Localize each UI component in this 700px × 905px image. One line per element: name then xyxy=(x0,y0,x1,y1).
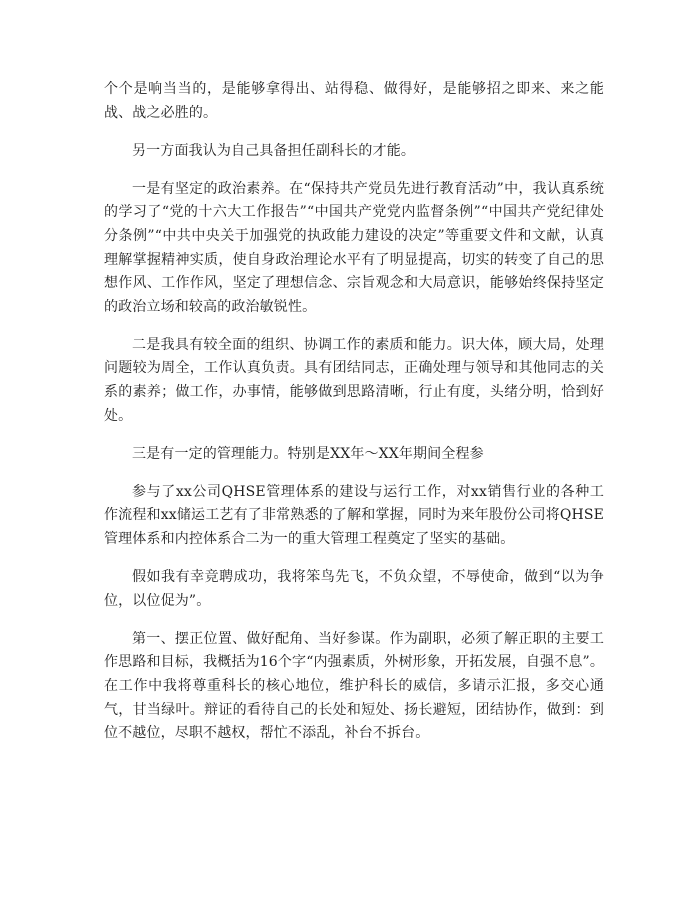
document-body xyxy=(104,78,604,760)
paragraph-management-ability: 三是有一定的管理能力。特别是XX年～XX年期间全程参 xyxy=(132,445,484,462)
paragraph-political-quality: 一是有坚定的政治素养。在“保持共产党员先进行教育活动”中，我认真系统的学习了“党的十六大工作报告”“中国共产党党内监督条例”“中国共产党纪律处分条例”“中共中央关于加强党的执政能力建设的决定”等重要文件和文献，认真理解掌握精神实质，使自身政治理论水平有了明显提高，切实的转变了自己的思想作风、工作作风，坚定了理想信念、宗旨观念和大局意识，能够始终保持坚定的政治立场和较高的政治敏锐性。 xyxy=(104,180,604,315)
paragraph-intro-ability: 另一方面我认为自己具备担任副科长的才能。 xyxy=(132,142,415,159)
paragraph-continuation: 个个是响当当的，是能够拿得出、站得稳、做得好，是能够招之即来、来之能战、战之必胜的。 xyxy=(104,81,604,121)
paragraph-if-successful: 假如我有幸竞聘成功，我将笨鸟先飞，不负众望，不辱使命，做到“以为争位，以位促为”。 xyxy=(104,569,604,609)
paragraph-first-point: 第一、摆正位置、做好配角、当好参谋。作为副职，必须了解正职的主要工作思路和目标，我概括为16个字“内强素质，外树形象，开拓发展，自强不息”。在工作中我将尊重科长的核心地位，维护科长的威信，多请示汇报，多交心通气，甘当绿叶。辩证的看待自己的长处和短处、扬长避短，团结协作，做到：到位不越位，尽职不越权，帮忙不添乱，补台不拆台。 xyxy=(104,630,604,742)
paragraph-qhse-participation: 参与了xx公司QHSE管理体系的建设与运行工作，对xx销售行业的各种工作流程和xx储运工艺有了非常熟悉的了解和掌握，同时为来年股份公司将QHSE管理体系和内控体系合二为一的重大管理工程奠定了坚实的基础。 xyxy=(104,483,604,547)
paragraph-coordination-ability: 二是我具有较全面的组织、协调工作的素质和能力。识大体，顾大局，处理问题较为周全，工作认真负责。具有团结同志，正确处理与领导和其他同志的关系的素养；做工作，办事情，能够做到思路清晰，行止有度，头绪分明，恰到好处。 xyxy=(104,336,604,424)
